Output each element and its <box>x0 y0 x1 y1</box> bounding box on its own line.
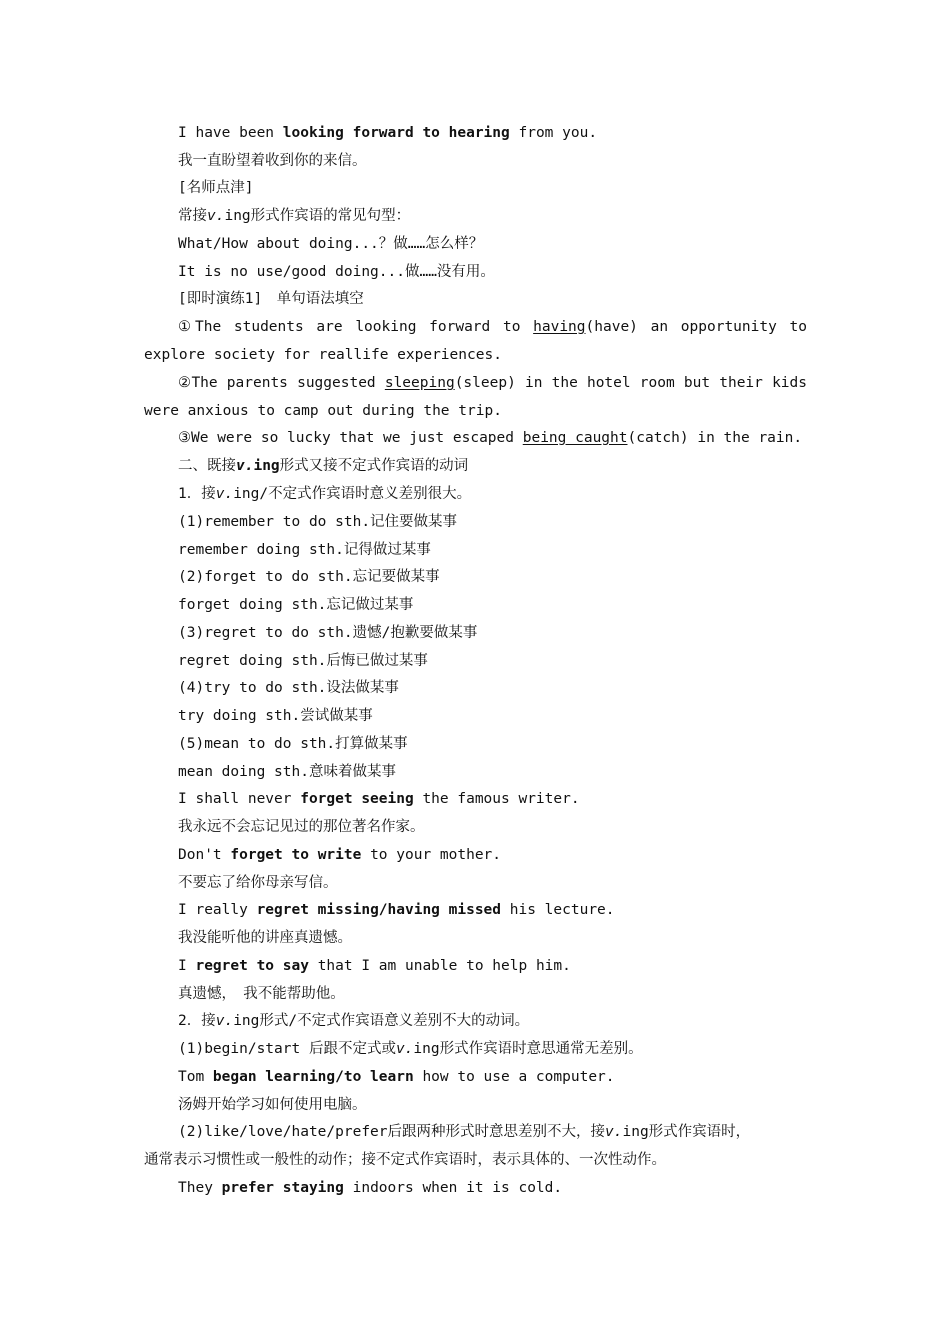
key-phrase: forget to write <box>230 847 362 863</box>
example-translation: 我没能听他的讲座真遗憾。 <box>178 930 352 946</box>
key-phrase: regret missing/having missed <box>256 902 502 918</box>
usage-item: regret doing sth.后悔已做过某事 <box>178 653 428 669</box>
usage-item: (2)forget to do sth.忘记要做某事 <box>178 569 440 585</box>
answer-blank: being caught <box>522 430 628 446</box>
subsection-heading: 2．接v.ing形式/不定式作宾语意义差别不大的动词。 <box>178 1013 530 1029</box>
note-pattern: What/How about doing...？做……怎么样？ <box>178 236 484 252</box>
example-translation: 我一直盼望着收到你的来信。 <box>178 153 367 169</box>
answer-blank: having <box>533 319 586 335</box>
usage-item: (1)remember to do sth.记住要做某事 <box>178 514 458 530</box>
key-phrase: looking forward to hearing <box>282 125 510 141</box>
exercise-item: ②The parents suggested sleeping(sleep) in the hotel room but their kids <box>178 375 807 391</box>
usage-item: (1)begin/start 后跟不定式或v.ing形式作宾语时意思通常无差别。 <box>178 1041 643 1057</box>
section-heading: [名师点津] <box>178 180 254 196</box>
example-sentence: Don't forget to write to your mother. <box>178 847 502 863</box>
key-phrase: began learning/to learn <box>212 1069 414 1085</box>
usage-item: (3)regret to do sth.遗憾/抱歉要做某事 <box>178 625 478 641</box>
example-sentence: They prefer staying indoors when it is cold. <box>178 1180 563 1196</box>
usage-item: (4)try to do sth.设法做某事 <box>178 680 399 696</box>
example-sentence: I have been looking forward to hearing from you. <box>178 125 598 141</box>
example-sentence: I regret to say that I am unable to help him. <box>178 958 571 974</box>
answer-blank: sleeping <box>384 375 455 391</box>
usage-item: (2)like/love/hate/prefer后跟两种形式时意思差别不大，接v.ing形式作宾语时， <box>178 1124 751 1140</box>
usage-item-continued: 通常表示习惯性或一般性的动作；接不定式作宾语时，表示具体的、一次性动作。 <box>144 1152 666 1168</box>
key-phrase: regret to say <box>195 958 309 974</box>
example-sentence: Tom began learning/to learn how to use a computer. <box>178 1069 615 1085</box>
exercise-heading: [即时演练1] 单句语法填空 <box>178 291 364 307</box>
note-text: 常接v.ing形式作宾语的常见句型： <box>178 208 411 224</box>
example-translation: 不要忘了给你母亲写信。 <box>178 875 338 891</box>
subsection-heading: 1．接v.ing/不定式作宾语时意义差别很大。 <box>178 486 472 502</box>
exercise-item-continued: were anxious to camp out during the trip. <box>144 403 502 419</box>
usage-item: remember doing sth.记得做过某事 <box>178 542 431 558</box>
usage-item: try doing sth.尝试做某事 <box>178 708 373 724</box>
exercise-item-continued: explore society for reallife experiences. <box>144 347 502 363</box>
section-heading: 二、既接v.ing形式又接不定式作宾语的动词 <box>178 458 469 474</box>
usage-item: (5)mean to do sth.打算做某事 <box>178 736 408 752</box>
note-pattern: It is no use/good doing...做……没有用。 <box>178 264 495 280</box>
example-translation: 汤姆开始学习如何使用电脑。 <box>178 1097 367 1113</box>
key-phrase: prefer staying <box>221 1180 344 1196</box>
example-translation: 我永远不会忘记见过的那位著名作家。 <box>178 819 425 835</box>
usage-item: mean doing sth.意味着做某事 <box>178 764 396 780</box>
usage-item: forget doing sth.忘记做过某事 <box>178 597 414 613</box>
exercise-item: ①The students are looking forward to having(have) an opportunity to <box>178 319 807 335</box>
example-sentence: I really regret missing/having missed his lecture. <box>178 902 615 918</box>
exercise-item: ③We were so lucky that we just escaped being caught(catch) in the rain. <box>178 430 803 446</box>
example-translation: 真遗憾， 我不能帮助他。 <box>178 986 345 1002</box>
example-sentence: I shall never forget seeing the famous writer. <box>178 791 580 807</box>
key-phrase: forget seeing <box>300 791 414 807</box>
